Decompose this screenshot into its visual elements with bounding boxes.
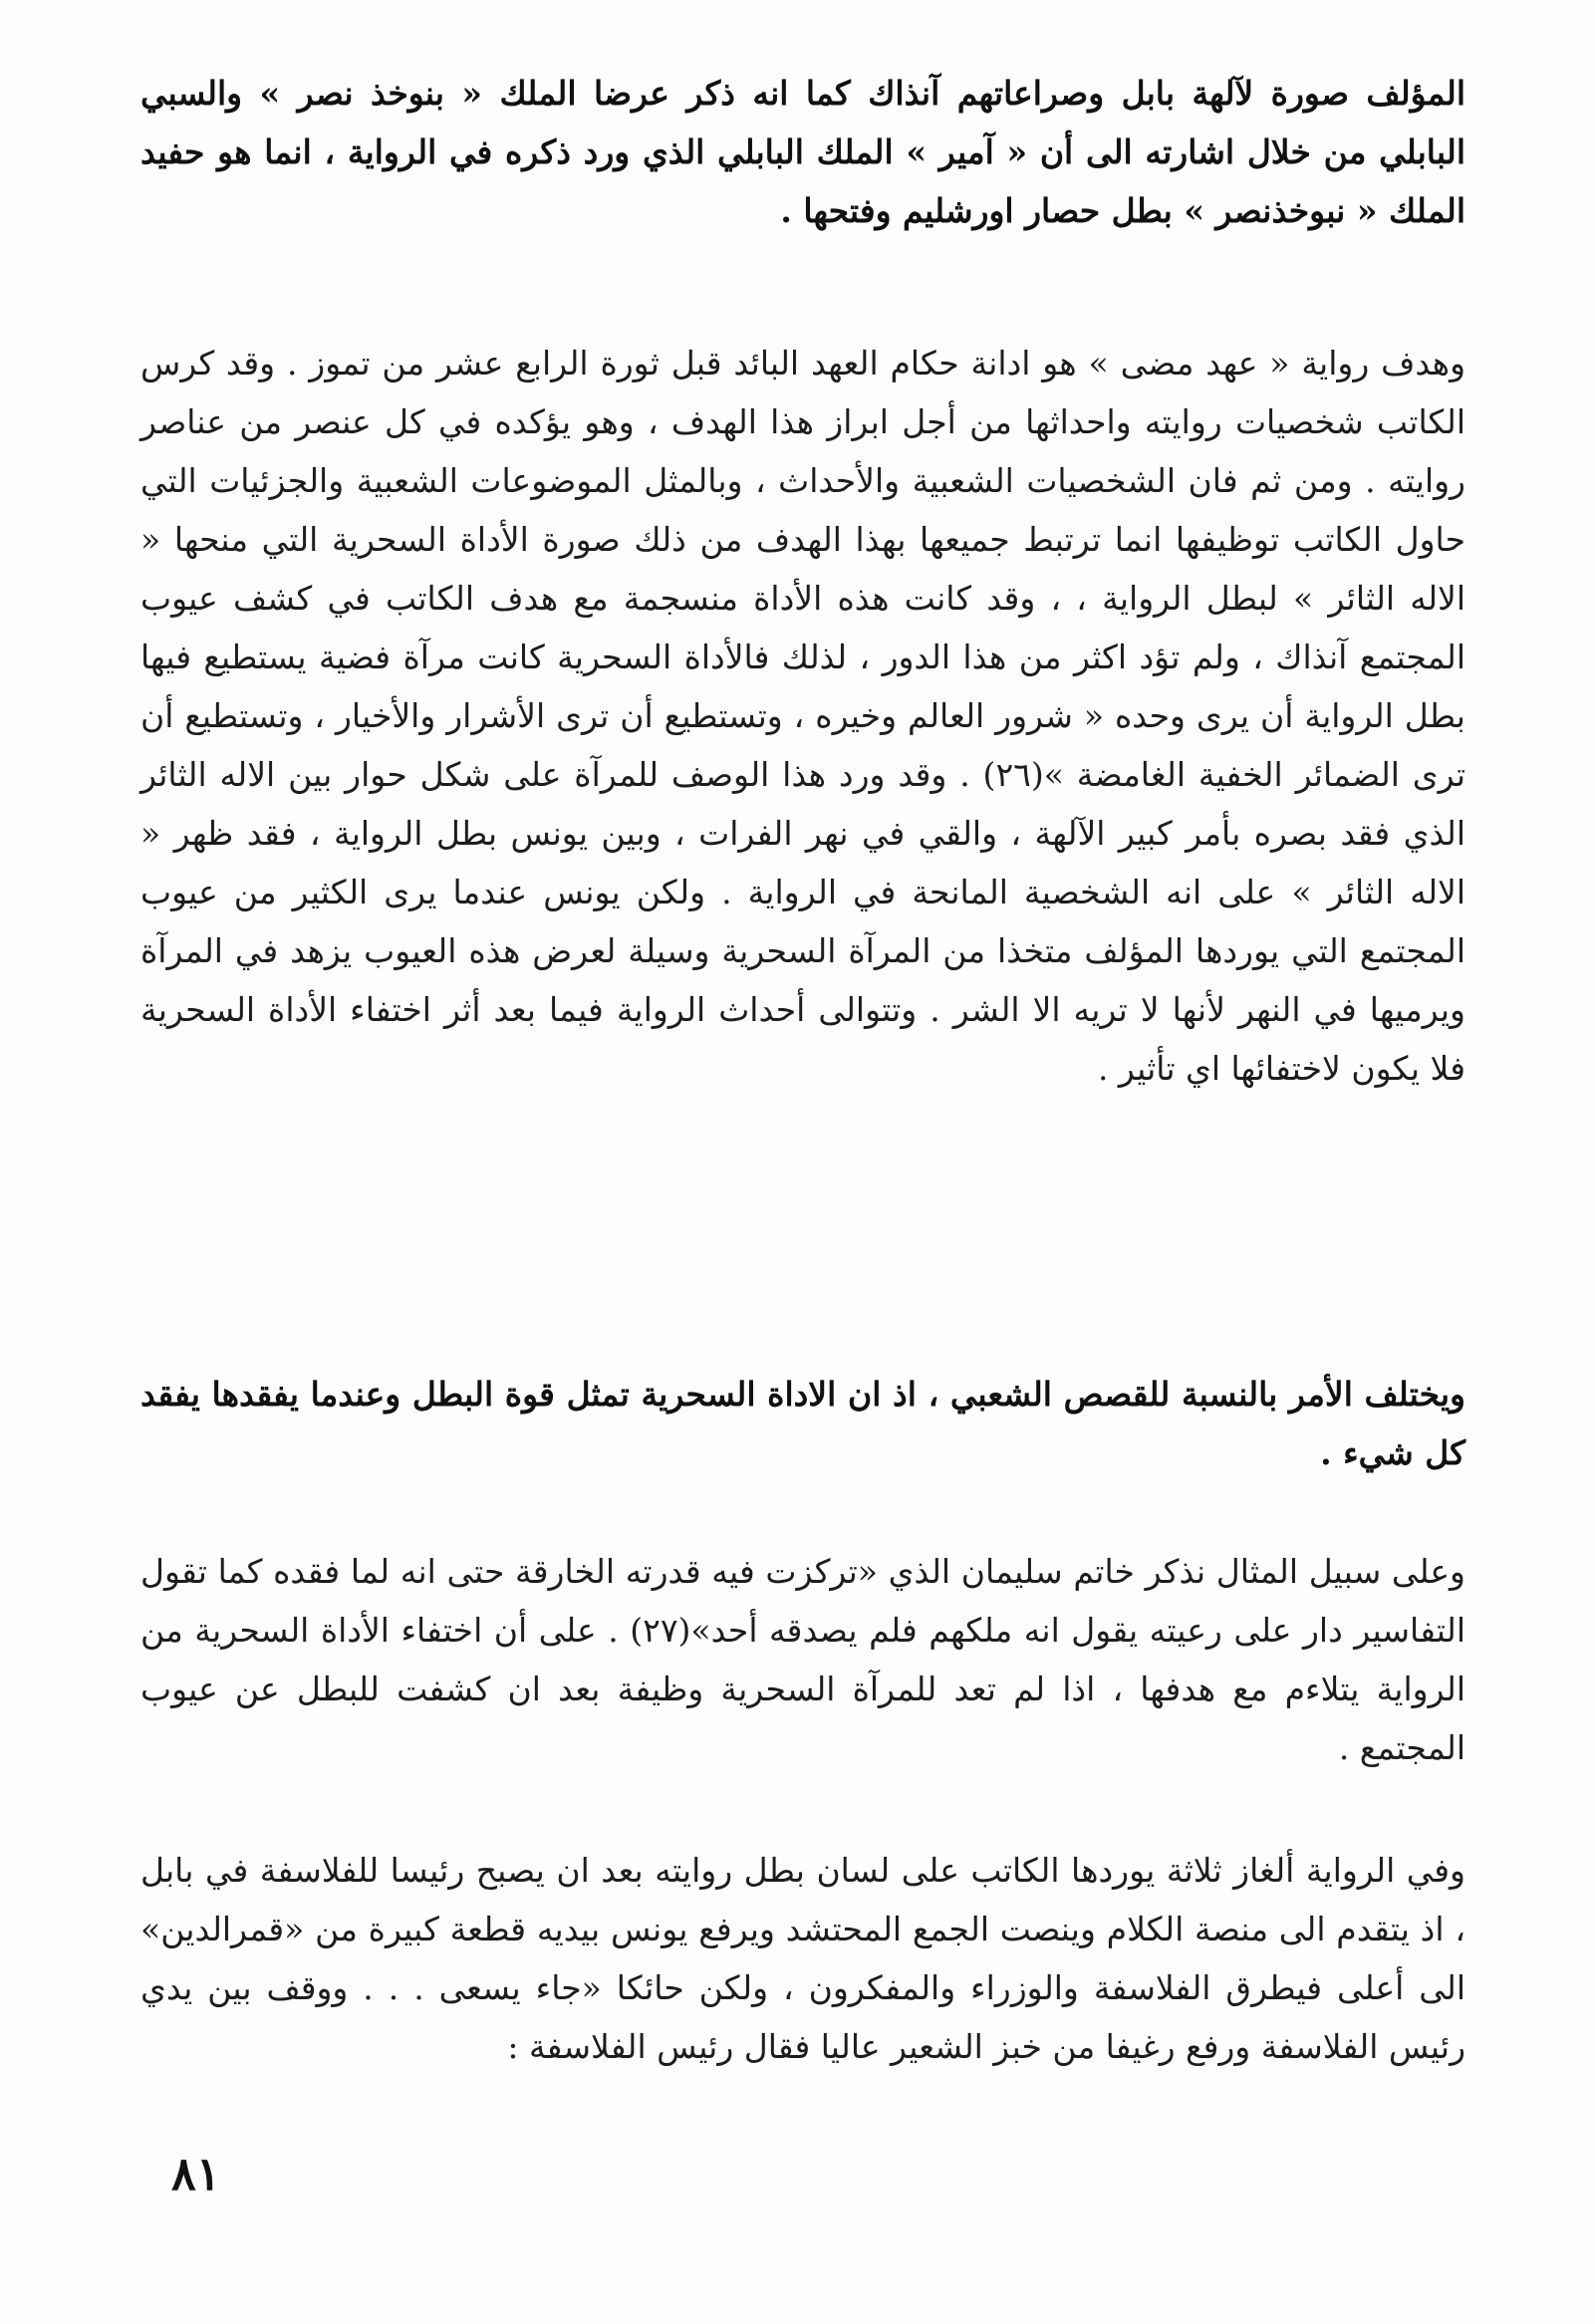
paragraph-2 — [140, 334, 1465, 1098]
paragraph-text: وفي الرواية ألغاز ثلاثة يوردها الكاتب على لسان بطل روايته بعد ان يصبح رئيسا للفلاسفة في بابل ، اذ يتقدم الى منصة الكلام وينصت الجمع المحتشد ويرفع يونس بيديه قطعة كبيرة من «قمرالدين» الى أعلى فيطرق الفلاسفة والوزراء والمفكرون ، ولكن حائكا «جاء يسعى . . . ووقف بين يدي رئيس الفلاسفة ورفع رغيفا من خبز الشعير عاليا فقال رئيس الفلاسفة : — [140, 1851, 1465, 2066]
paragraph-text: وعلى سبيل المثال نذكر خاتم سليمان الذي «تركزت فيه قدرته الخارقة حتى انه لما فقده كما تقول التفاسير دار على رعيته يقول انه ملكهم فلم يصدقه أحد»(٢٧) . على أن اختفاء الأداة السحرية من الرواية يتلاءم مع هدفها ، اذا لم تعد للمرآة السحرية وظيفة بعد ان كشفت للبطل عن عيوب المجتمع . — [140, 1552, 1465, 1767]
paragraph-text: ويختلف الأمر بالنسبة للقصص الشعبي ، اذ ان الاداة السحرية تمثل قوة البطل وعندما يفقدها يفقد كل شيء . — [140, 1375, 1465, 1472]
paragraph-text: المؤلف صورة لآلهة بابل وصراعاتهم آنذاك كما انه ذكر عرضا الملك « بنوخذ نصر » والسبي البابلي من خلال اشارته الى أن « آمير » الملك البابلي الذي ورد ذكره في الرواية ، انما هو حفيد الملك « نبوخذنصر » بطل حصار اورشليم وفتحها . — [140, 74, 1465, 230]
paragraph-5 — [140, 1841, 1465, 2076]
paragraph-3 — [140, 1365, 1465, 1482]
paragraph-1 — [140, 64, 1465, 240]
paragraph-4 — [140, 1542, 1465, 1777]
page-number: ٨١ — [171, 2147, 221, 2200]
paragraph-text: وهدف رواية « عهد مضى » هو ادانة حكام العهد البائد قبل ثورة الرابع عشر من تموز . وقد كرس الكاتب شخصيات روايته واحداثها من أجل ابراز هذا الهدف ، وهو يؤكده في كل عنصر من عناصر روايته . ومن ثم فان الشخصيات الشعبية والأحداث ، وبالمثل الموضوعات الشعبية والجزئيات التي حاول الكاتب توظيفها انما ترتبط جميعها بهذا الهدف من ذلك صورة الأداة السحرية التي منحها « الاله الثائر » لبطل الرواية ، ، وقد كانت هذه الأداة منسجمة مع هدف الكاتب في كشف عيوب المجتمع آنذاك ، ولم تؤد اكثر من هذا الدور ، لذلك فالأداة السحرية كانت مرآة فضية يستطيع فيها بطل الرواية أن يرى وحده « شرور العالم وخيره ، وتستطيع أن ترى الأشرار والأخيار ، وتستطيع أن ترى الضمائر الخفية الغامضة »(٢٦) . وقد ورد هذا الوصف للمرآة على شكل حوار بين الاله الثائر الذي فقد بصره بأمر كبير الآلهة ، والقي في نهر الفرات ، وبين يونس بطل الرواية ، فقد ظهر « الاله الثائر » على انه الشخصية المانحة في الرواية . ولكن يونس عندما يرى الكثير من عيوب المجتمع التي يوردها المؤلف متخذا من المرآة السحرية وسيلة لعرض هذه العيوب يزهد في المرآة ويرميها في النهر لأنها لا تريه الا الشر . وتتوالى أحداث الرواية فيما بعد أثر اختفاء الأداة السحرية فلا يكون لاختفائها اي تأثير . — [140, 344, 1466, 1088]
